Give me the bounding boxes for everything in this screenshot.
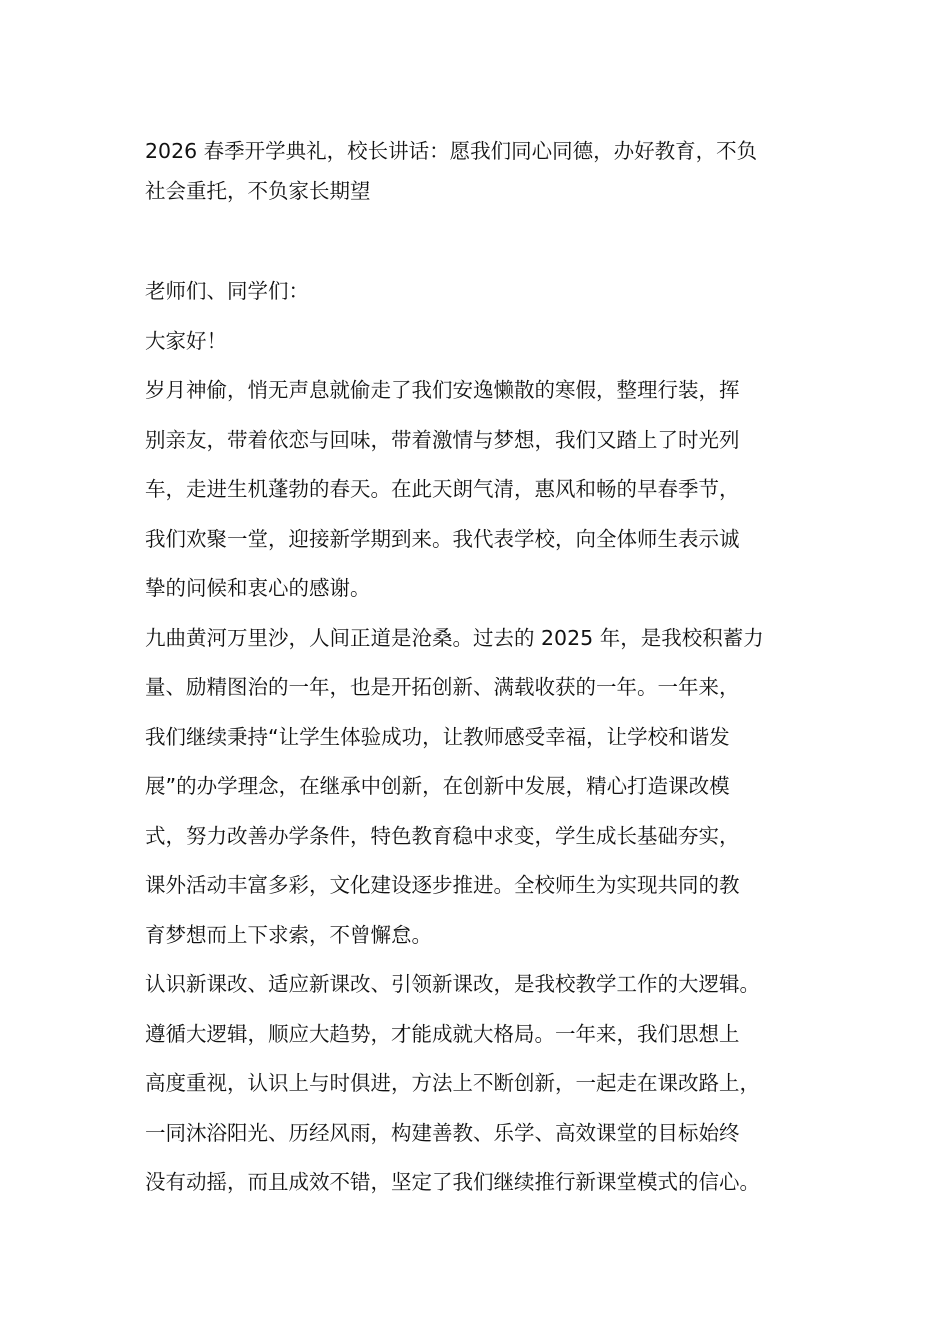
- paragraph-1: [145, 366, 825, 614]
- title-spacer: [145, 211, 825, 267]
- paragraph-line: 量、励精图治的一年，也是开拓创新、满载收获的一年。一年来，: [145, 675, 740, 699]
- paragraph-line: 遵循大逻辑，顺应大趋势，才能成就大格局。一年来，我们思想上: [145, 1021, 740, 1046]
- paragraph-line: 认识新课改、适应新课改、引领新课改，是我校教学工作的大逻辑。: [145, 972, 760, 996]
- paragraph-2: [145, 614, 825, 961]
- paragraph-line: 一同沐浴阳光、历经风雨，构建善教、乐学、高效课堂的目标始终: [145, 1120, 740, 1145]
- paragraph-line: 别亲友，带着依恋与回味，带着激情与梦想，我们又踏上了时光列: [145, 427, 740, 452]
- paragraph-line: 我们继续秉持“让学生体验成功，让教师感受幸福，让学校和谐发: [145, 724, 730, 749]
- document-page: [145, 131, 825, 1208]
- document-title: [145, 131, 825, 211]
- paragraph-line: 高度重视，认识上与时俱进，方法上不断创新，一起走在课改路上，: [145, 1071, 760, 1095]
- paragraph-line: 九曲黄河万里沙，人间正道是沧桑。过去的 2025 年，是我校积蓄力: [145, 625, 764, 650]
- title-line: 2026 春季开学典礼，校长讲话：愿我们同心同德，办好教育，不负: [145, 139, 758, 163]
- paragraph-line: 没有动摇，而且成效不错，坚定了我们继续推行新课堂模式的信心。: [145, 1170, 760, 1194]
- title-line: 社会重托，不负家长期望: [145, 179, 371, 203]
- paragraph-line: 课外活动丰富多彩，文化建设逐步推进。全校师生为实现共同的教: [145, 873, 740, 897]
- paragraph-line: 岁月神偷，悄无声息就偷走了我们安逸懒散的寒假，整理行装，挥: [145, 378, 740, 402]
- paragraph-line: 育梦想而上下求索，不曾懈怠。: [145, 922, 432, 947]
- paragraph-line: 我们欢聚一堂，迎接新学期到来。我代表学校，向全体师生表示诚: [145, 526, 740, 551]
- salutation: 老师们、同学们：: [145, 279, 309, 303]
- paragraph-line: 车，走进生机蓬勃的春天。在此天朗气清，惠风和畅的早春季节，: [145, 477, 740, 501]
- paragraph-line: 式，努力改善办学条件，特色教育稳中求变，学生成长基础夯实，: [145, 823, 740, 848]
- paragraph-line: 展”的办学理念，在继承中创新，在创新中发展，精心打造课改模: [145, 774, 730, 798]
- paragraph-3: [145, 960, 825, 1208]
- greeting: 大家好！: [145, 328, 227, 353]
- paragraph-line: 挚的问候和衷心的感谢。: [145, 576, 371, 600]
